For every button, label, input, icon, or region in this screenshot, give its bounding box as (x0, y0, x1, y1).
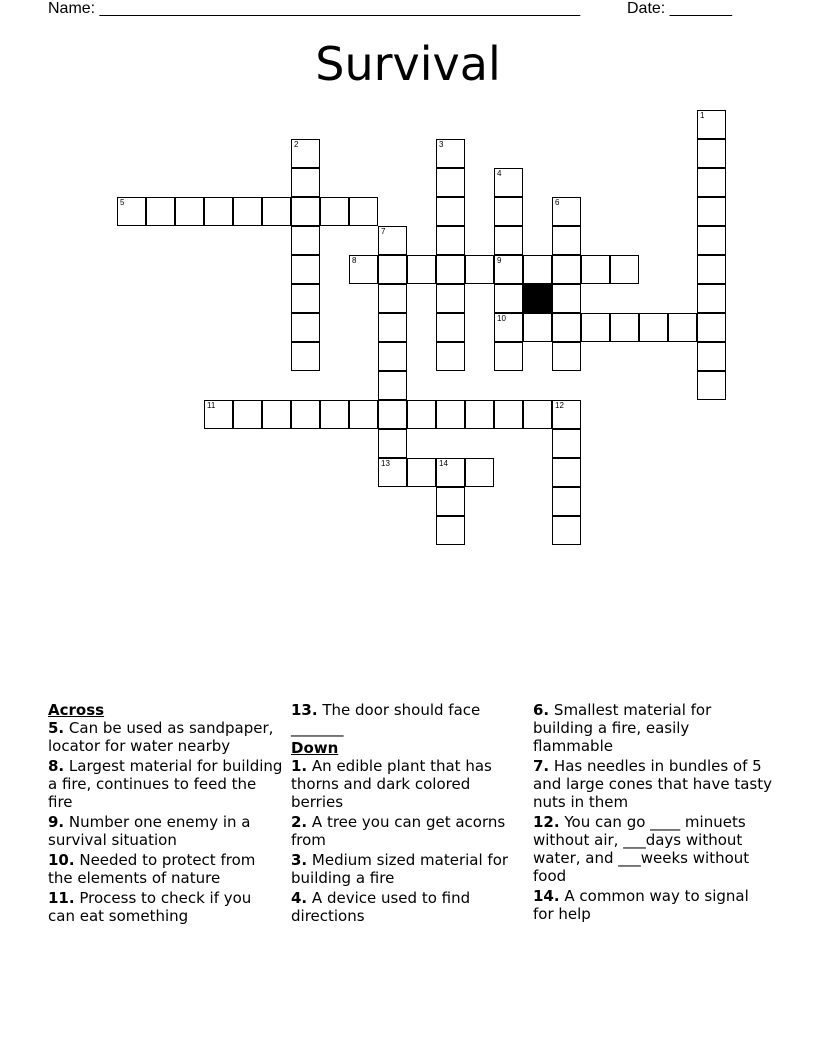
grid-cell[interactable] (262, 400, 291, 429)
clue-text: Largest material for building a fire, continues to feed the fire (48, 757, 283, 811)
grid-cell[interactable] (697, 139, 726, 168)
grid-cell[interactable] (697, 313, 726, 342)
clue-text: Number one enemy in a survival situation (48, 813, 251, 849)
grid-cell[interactable] (407, 458, 436, 487)
cell-number: 13 (381, 459, 390, 468)
clue-number: 6. (533, 701, 550, 719)
cell-number: 5 (120, 198, 125, 207)
grid-cell[interactable] (523, 400, 552, 429)
grid-cell[interactable] (465, 458, 494, 487)
clue-text: An edible plant that has thorns and dark colored berries (291, 757, 492, 811)
grid-cell[interactable] (494, 313, 523, 342)
grid-cell[interactable] (465, 255, 494, 284)
grid-cell[interactable] (146, 197, 175, 226)
date-field[interactable]: Date: _______ (627, 0, 732, 17)
grid-cell[interactable] (523, 313, 552, 342)
clue-text: Smallest material for building a fire, easily flammable (533, 701, 712, 755)
grid-cell[interactable] (291, 342, 320, 371)
grid-cell[interactable] (494, 255, 523, 284)
grid-cell[interactable] (436, 255, 465, 284)
grid-cell[interactable] (407, 400, 436, 429)
grid-cell[interactable] (552, 516, 581, 545)
clue-across-8 (48, 757, 283, 811)
grid-cell[interactable] (465, 400, 494, 429)
across-heading: Across (48, 701, 105, 719)
clue-across-11 (48, 889, 283, 925)
clue-down-1 (291, 757, 526, 811)
grid-cell[interactable] (552, 429, 581, 458)
cell-number: 9 (497, 256, 502, 265)
grid-cell[interactable] (697, 284, 726, 313)
grid-cell[interactable] (291, 168, 320, 197)
clue-down-14 (533, 887, 773, 923)
grid-cell[interactable] (262, 197, 291, 226)
grid-cell[interactable] (552, 342, 581, 371)
grid-cell[interactable] (494, 168, 523, 197)
grid-cell[interactable] (320, 197, 349, 226)
clue-text: The door should face _______ (291, 701, 481, 737)
cell-number: 6 (555, 198, 560, 207)
grid-cell[interactable] (349, 255, 378, 284)
grid-cell[interactable] (291, 255, 320, 284)
grid-cell[interactable] (436, 226, 465, 255)
clue-number: 1. (291, 757, 308, 775)
grid-cell[interactable] (291, 313, 320, 342)
grid-cell[interactable] (349, 400, 378, 429)
grid-cell[interactable] (117, 197, 146, 226)
clue-number: 4. (291, 889, 308, 907)
grid-cell[interactable] (697, 342, 726, 371)
clue-down-2 (291, 813, 526, 849)
grid-cell[interactable] (610, 255, 639, 284)
clue-number: 12. (533, 813, 560, 831)
grid-cell[interactable] (581, 313, 610, 342)
clue-number: 8. (48, 757, 65, 775)
grid-cell[interactable] (552, 255, 581, 284)
clue-down-12 (533, 813, 773, 885)
grid-cell[interactable] (552, 197, 581, 226)
grid-cell[interactable] (378, 255, 407, 284)
clue-number: 9. (48, 813, 65, 831)
grid-cell[interactable] (436, 139, 465, 168)
clue-across-5 (48, 719, 283, 755)
clue-text: Can be used as sandpaper, locator for water nearby (48, 719, 274, 755)
grid-cell[interactable] (175, 197, 204, 226)
cell-number: 8 (352, 256, 357, 265)
grid-cell[interactable] (291, 284, 320, 313)
cell-number: 4 (497, 169, 502, 178)
clue-text: A device used to find directions (291, 889, 471, 925)
grid-cell[interactable] (552, 487, 581, 516)
grid-cell[interactable] (697, 226, 726, 255)
cell-number: 3 (439, 140, 444, 149)
grid-cell[interactable] (378, 342, 407, 371)
grid-cell[interactable] (697, 197, 726, 226)
grid-cell[interactable] (552, 313, 581, 342)
grid-cell[interactable] (436, 487, 465, 516)
grid-cell[interactable] (668, 313, 697, 342)
grid-cell[interactable] (349, 197, 378, 226)
black-cell (523, 284, 552, 313)
grid-cell[interactable] (378, 226, 407, 255)
clues-column-2 (291, 701, 526, 927)
grid-cell[interactable] (610, 313, 639, 342)
clue-number: 11. (48, 889, 75, 907)
grid-cell[interactable] (204, 197, 233, 226)
cell-number: 2 (294, 140, 299, 149)
grid-cell[interactable] (494, 284, 523, 313)
grid-cell[interactable] (378, 429, 407, 458)
header (48, 0, 748, 20)
grid-cell[interactable] (436, 516, 465, 545)
cell-number: 7 (381, 227, 386, 236)
grid-cell[interactable] (320, 400, 349, 429)
clue-number: 2. (291, 813, 308, 831)
grid-cell[interactable] (436, 458, 465, 487)
grid-cell[interactable] (494, 342, 523, 371)
grid-cell[interactable] (291, 400, 320, 429)
clues-column-1 (48, 701, 283, 927)
clue-across-10 (48, 851, 283, 887)
grid-cell[interactable] (494, 400, 523, 429)
clue-down-3 (291, 851, 526, 887)
clue-number: 7. (533, 757, 550, 775)
grid-cell[interactable] (697, 110, 726, 139)
clue-text: Needed to protect from the elements of nature (48, 851, 256, 887)
grid-cell[interactable] (378, 313, 407, 342)
clue-across-13 (291, 701, 526, 737)
grid-cell[interactable] (436, 284, 465, 313)
grid-cell[interactable] (639, 313, 668, 342)
grid-cell[interactable] (697, 168, 726, 197)
grid-cell[interactable] (378, 371, 407, 400)
clue-number: 14. (533, 887, 560, 905)
down-heading: Down (291, 739, 339, 757)
clue-text: Process to check if you can eat something (48, 889, 252, 925)
clue-text: A tree you can get acorns from (291, 813, 506, 849)
grid-cell[interactable] (552, 226, 581, 255)
grid-cell[interactable] (552, 400, 581, 429)
grid-cell[interactable] (291, 139, 320, 168)
cell-number: 12 (555, 401, 564, 410)
clue-text: Has needles in bundles of 5 and large cones that have tasty nuts in them (533, 757, 772, 811)
clue-text: A common way to signal for help (533, 887, 749, 923)
clue-down-4 (291, 889, 526, 925)
grid-cell[interactable] (233, 197, 262, 226)
grid-cell[interactable] (436, 168, 465, 197)
clue-number: 10. (48, 851, 75, 869)
page-title: Survival (315, 37, 501, 91)
grid-cell[interactable] (552, 284, 581, 313)
grid-cell[interactable] (233, 400, 262, 429)
grid-cell[interactable] (378, 284, 407, 313)
grid-cell[interactable] (436, 342, 465, 371)
grid-cell[interactable] (523, 255, 552, 284)
cell-number: 14 (439, 459, 448, 468)
cell-number: 11 (207, 401, 216, 410)
grid-cell[interactable] (407, 255, 436, 284)
grid-cell[interactable] (494, 197, 523, 226)
clue-number: 3. (291, 851, 308, 869)
grid-cell[interactable] (581, 255, 610, 284)
cell-number: 10 (497, 314, 506, 323)
grid-cell[interactable] (436, 400, 465, 429)
grid-cell[interactable] (204, 400, 233, 429)
clue-down-6 (533, 701, 773, 755)
grid-cell[interactable] (494, 226, 523, 255)
grid-cell[interactable] (436, 313, 465, 342)
name-field[interactable]: Name: ______________________________________________________ (48, 0, 581, 17)
clue-text: You can go ____ minuets without air, ___days without water, and ___weeks without food (533, 813, 750, 885)
grid-cell[interactable] (291, 226, 320, 255)
grid-cell[interactable] (697, 371, 726, 400)
clue-number: 5. (48, 719, 65, 737)
clue-number: 13. (291, 701, 318, 719)
clue-down-7 (533, 757, 773, 811)
grid-cell[interactable] (378, 400, 407, 429)
cell-number: 1 (700, 111, 705, 120)
grid-cell[interactable] (291, 197, 320, 226)
clue-text: Medium sized material for building a fire (291, 851, 509, 887)
clue-across-9 (48, 813, 283, 849)
grid-cell[interactable] (378, 458, 407, 487)
grid-cell[interactable] (697, 255, 726, 284)
grid-cell[interactable] (436, 197, 465, 226)
grid-cell[interactable] (552, 458, 581, 487)
clues-column-3 (533, 701, 773, 925)
